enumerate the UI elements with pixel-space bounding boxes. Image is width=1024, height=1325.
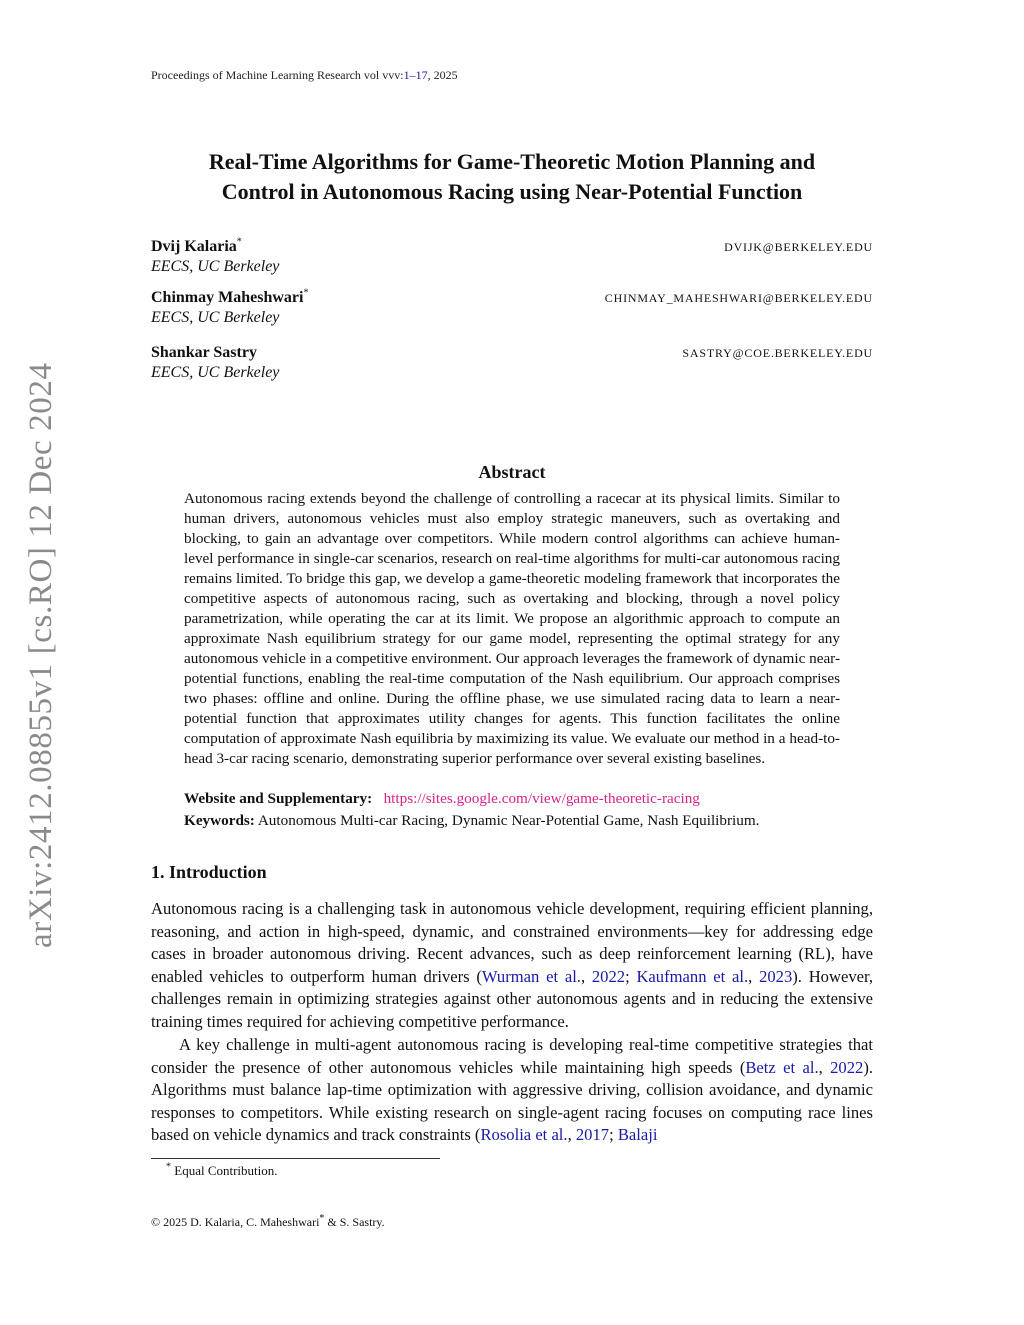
author-block-3 bbox=[151, 344, 873, 382]
author-email[interactable]: CHINMAY_MAHESHWARI@BERKELEY.EDU bbox=[604, 291, 873, 305]
citation-link[interactable]: Rosolia et al. bbox=[480, 1125, 568, 1145]
citation-link[interactable]: 2022 bbox=[830, 1057, 864, 1077]
citation-link[interactable]: 2017 bbox=[575, 1125, 610, 1145]
keywords-line: Keywords: Autonomous Multi-car Racing, Dynamic Near-Potential Game, Nash Equilibrium. bbox=[184, 812, 760, 829]
author-block-2: Chinmay Maheshwari* CHINMAY_MAHESHWARI@BERKELEY.EDU EECS, UC Berkeley bbox=[151, 287, 873, 326]
intro-paragraph-1: Autonomous racing is a challenging task in autonomous vehicle development, requiring efficient planning, reasoning, and action in high-speed, dynamic, and constrained environments—key for addressing edge cases in broader autonomous driving. Recent advances, such as deep reinforcement learning (RL), have enabled vehicles to outperform human drivers (Wurman et al., 2022; Kaufmann et al., 2023). However, challenges remain in optimizing strategies against other autonomous agents and in reducing the extensive training times required for achieving competitive performance. bbox=[151, 899, 873, 1031]
footnote: * Equal Contribution. bbox=[166, 1161, 278, 1178]
author-name: Chinmay Maheshwari bbox=[151, 289, 304, 306]
citation-link[interactable]: Kaufmann et al. bbox=[636, 966, 749, 986]
proceedings-header: Proceedings of Machine Learning Research vol vvv:1–17, 2025 bbox=[151, 68, 458, 82]
citation-link[interactable]: 2022 bbox=[591, 966, 626, 986]
website-line: Website and Supplementary: https://sites.google.com/view/game-theoretic-racing bbox=[184, 790, 700, 807]
paper-title: Real-Time Algorithms for Game-Theoretic Motion Planning and Control in Autonomous Racing using Near-Potential Function bbox=[208, 149, 816, 204]
author-name: Shankar Sastry bbox=[151, 344, 257, 361]
author-block-1: Dvij Kalaria* DVIJK@BERKELEY.EDU EECS, UC Berkeley bbox=[151, 236, 873, 275]
website-link[interactable]: https://sites.google.com/view/game-theoretic-racing bbox=[383, 790, 700, 807]
section-heading-introduction: 1. Introduction bbox=[151, 862, 267, 882]
abstract-text: Autonomous racing extends beyond the challenge of controlling a racecar at its physical limits. Similar to human drivers, autonomous vehicles must also employ strategic maneuvers, such as overtaking and blocking, to gain an advantage over competitors. While modern control algorithms can achieve human-level performance in single-car scenarios, research on real-time algorithms for multi-car autonomous racing remains limited. To bridge this gap, we develop a game-theoretic modeling framework that incorporates the competitive aspects of autonomous racing, such as overtaking and blocking, through a novel policy parametrization, while operating the car at its limit. We propose an algorithmic approach to compute an approximate Nash equilibrium strategy for our game model, representing the optimal strategy for any autonomous vehicle in a competitive environment. Our approach leverages the framework of dynamic near-potential functions, enabling the real-time computation of the Nash equilibrium. Our approach comprises two phases: offline and online. During the offline phase, we use simulated racing data to learn a near-potential function that approximates utility changes for agents. This function facilitates the online computation of approximate Nash equilibria by maximizing its value. We evaluate our method in a head-to-head 3-car racing scenario, demonstrating superior performance over several existing baselines. bbox=[184, 490, 840, 767]
footnote-divider bbox=[151, 1158, 440, 1159]
citation-link[interactable]: Wurman et al. bbox=[481, 966, 581, 986]
author-email[interactable]: DVIJK@BERKELEY.EDU bbox=[724, 240, 873, 254]
intro-paragraph-2: A key challenge in multi-agent autonomous racing is developing real-time competitive strategies that consider the presence of other autonomous vehicles while maintaining high speeds (Betz et al., 2022). Algorithms must balance lap-time optimization with aggressive driving, collision avoidance, and dynamic responses to competitors. While existing research on single-agent racing focuses on computing race lines based on vehicle dynamics and track constraints (Rosolia et al., 2017; Balaji bbox=[151, 1035, 873, 1145]
author-email[interactable]: SASTRY@COE.BERKELEY.EDU bbox=[682, 346, 873, 360]
arxiv-identifier-stamp[interactable]: arXiv:2412.08855v1 [cs.RO] 12 Dec 2024 bbox=[23, 362, 59, 948]
abstract-heading: Abstract bbox=[478, 462, 546, 482]
citation-link[interactable]: 2023 bbox=[759, 966, 793, 986]
pages-link[interactable]: 1–17 bbox=[403, 68, 428, 82]
author-affiliation: EECS, UC Berkeley bbox=[151, 364, 280, 381]
citation-link[interactable]: Betz et al. bbox=[745, 1057, 819, 1077]
citation-link[interactable]: Balaji bbox=[617, 1125, 658, 1145]
author-affiliation: EECS, UC Berkeley bbox=[151, 258, 280, 275]
copyright-line: © 2025 D. Kalaria, C. Maheshwari* & S. Sastry. bbox=[151, 1213, 385, 1229]
author-name: Dvij Kalaria bbox=[151, 238, 237, 255]
author-affiliation: EECS, UC Berkeley bbox=[151, 309, 280, 326]
